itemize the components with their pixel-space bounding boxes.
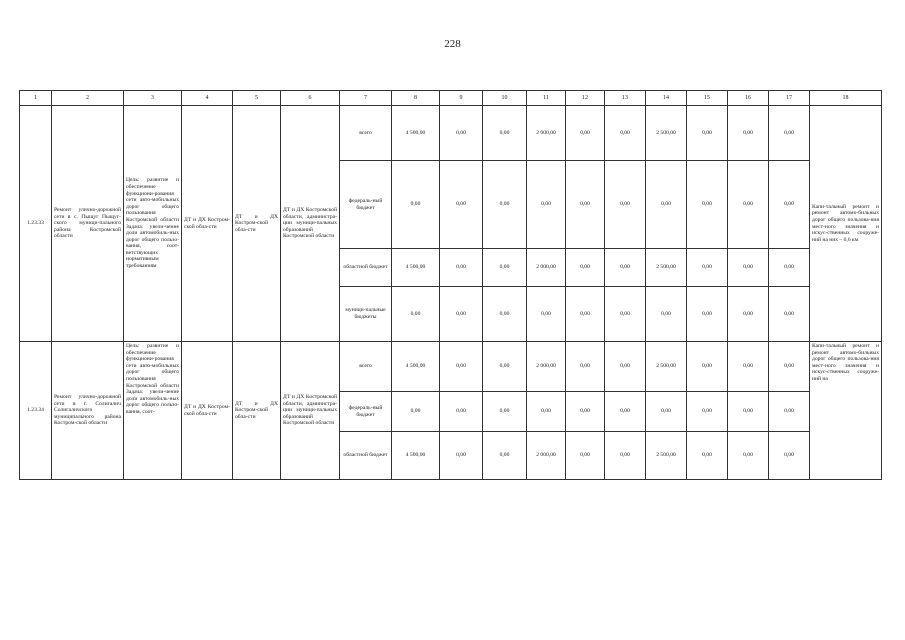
header-cell: 7 <box>340 91 392 106</box>
activity-name: Ремонт улично-дорожной сети в с. Пыщуг Пыщуг-ского муници-пального района Костромской области <box>52 106 124 342</box>
budget-value: 0,00 <box>566 249 605 287</box>
budget-value: 0,00 <box>728 287 769 342</box>
budget-value: 0,00 <box>687 249 728 287</box>
budget-value: 0,00 <box>605 432 646 480</box>
budget-value: 0,00 <box>440 392 483 432</box>
header-cell: 13 <box>605 91 646 106</box>
budget-value: 2 500,00 <box>646 249 687 287</box>
budget-source-label: всего <box>340 106 392 161</box>
budget-value: 0,00 <box>769 392 810 432</box>
budget-value: 0,00 <box>440 287 483 342</box>
budget-value: 0,00 <box>728 249 769 287</box>
budget-value: 0,00 <box>392 287 440 342</box>
row-id: 1.23.34 <box>20 342 52 480</box>
budget-value: 0,00 <box>440 342 483 392</box>
header-cell: 17 <box>769 91 810 106</box>
budget-value: 0,00 <box>728 432 769 480</box>
header-cell: 18 <box>810 91 882 106</box>
row-id: 1.23.33 <box>20 106 52 342</box>
budget-value: 0,00 <box>483 106 527 161</box>
participants: ДТ и ДХ Костромской области, администра-ции муници-пальных образований Костромской области <box>281 106 340 342</box>
budget-value: 0,00 <box>605 161 646 249</box>
budget-value: 0,00 <box>566 106 605 161</box>
budget-value: 0,00 <box>605 392 646 432</box>
budget-source-label: областной бюджет <box>340 249 392 287</box>
budget-value: 2 000,00 <box>527 432 566 480</box>
budget-value: 0,00 <box>483 392 527 432</box>
expected-result: Капи-тальный ремонт и ремонт автомо-бильных дорог общего пользова-ния мест-ного значения и искус-ственных сооруже-ний на <box>810 342 882 480</box>
budget-value: 0,00 <box>769 342 810 392</box>
coexecutor: ДТ и ДХ Костром-ской обла-сти <box>233 342 281 480</box>
budget-value: 0,00 <box>646 287 687 342</box>
budget-value: 2 500,00 <box>646 106 687 161</box>
budget-source-label: муници-пальные бюджеты <box>340 287 392 342</box>
budget-value: 0,00 <box>527 392 566 432</box>
table-row <box>20 342 882 392</box>
budget-value: 0,00 <box>728 392 769 432</box>
budget-value: 0,00 <box>687 392 728 432</box>
budget-value: 0,00 <box>566 432 605 480</box>
goal-task: Цель: развитие и обеспечение функциони-рования сети авто-мобильных дорог общего пользования Костромской области Задача: увели-чение доли автомобиль-ных дорог общего пользо-вания, соот-ветствующих нормативным требованиям <box>124 106 182 342</box>
budget-value: 4 500,00 <box>392 342 440 392</box>
responsible-executor: ДТ и ДХ Костром-ской обла-сти <box>182 342 233 480</box>
header-cell: 6 <box>281 91 340 106</box>
budget-value: 0,00 <box>483 432 527 480</box>
budget-value: 0,00 <box>769 249 810 287</box>
header-cell: 15 <box>687 91 728 106</box>
budget-value: 0,00 <box>687 161 728 249</box>
budget-value: 4 500,00 <box>392 432 440 480</box>
header-cell: 1 <box>20 91 52 106</box>
budget-source-label: всего <box>340 342 392 392</box>
header-cell: 2 <box>52 91 124 106</box>
budget-value: 0,00 <box>605 342 646 392</box>
budget-value: 0,00 <box>687 287 728 342</box>
budget-value: 0,00 <box>605 106 646 161</box>
coexecutor: ДТ и ДХ Костром-ской обла-сти <box>233 106 281 342</box>
budget-source-label: областной бюджет <box>340 432 392 480</box>
budget-value: 0,00 <box>483 287 527 342</box>
responsible-executor: ДТ и ДХ Костром-ской обла-сти <box>182 106 233 342</box>
budget-value: 0,00 <box>440 161 483 249</box>
header-cell: 14 <box>646 91 687 106</box>
page-number: 228 <box>444 38 461 50</box>
budget-value: 2 000,00 <box>527 106 566 161</box>
program-table <box>19 90 882 480</box>
header-row <box>20 91 882 106</box>
budget-value: 0,00 <box>392 392 440 432</box>
header-cell: 8 <box>392 91 440 106</box>
header-cell: 16 <box>728 91 769 106</box>
budget-value: 0,00 <box>769 287 810 342</box>
header-cell: 9 <box>440 91 483 106</box>
budget-value: 0,00 <box>769 432 810 480</box>
budget-value: 4 500,00 <box>392 106 440 161</box>
budget-value: 2 500,00 <box>646 342 687 392</box>
budget-value: 0,00 <box>566 161 605 249</box>
budget-value: 2 500,00 <box>646 432 687 480</box>
activity-name: Ремонт улично-дорожной сети в г. Солигалич Солигаличского муниципального района Костром-ской области <box>52 342 124 480</box>
budget-value: 0,00 <box>769 106 810 161</box>
budget-value: 0,00 <box>687 106 728 161</box>
budget-value: 0,00 <box>566 287 605 342</box>
budget-value: 0,00 <box>687 342 728 392</box>
budget-value: 0,00 <box>728 161 769 249</box>
goal-task: Цель: развитие и обеспечение функциони-рования сети авто-мобильных дорог общего пользования Костромской области Задача: увели-чение доли автомобиль-ных дорог общего пользо-вания, соот- <box>124 342 182 480</box>
budget-value: 2 000,00 <box>527 342 566 392</box>
budget-source-label: федераль-ный бюджет <box>340 392 392 432</box>
budget-value: 0,00 <box>527 161 566 249</box>
budget-value: 0,00 <box>527 287 566 342</box>
budget-value: 0,00 <box>566 342 605 392</box>
budget-value: 4 500,00 <box>392 249 440 287</box>
budget-source-label: федераль-ный бюджет <box>340 161 392 249</box>
budget-value: 0,00 <box>483 161 527 249</box>
budget-value: 0,00 <box>392 161 440 249</box>
budget-value: 0,00 <box>483 249 527 287</box>
budget-value: 0,00 <box>605 287 646 342</box>
budget-value: 0,00 <box>769 161 810 249</box>
budget-value: 0,00 <box>566 392 605 432</box>
participants: ДТ и ДХ Костромской области, администра-ции муници-пальных образований Костромской области <box>281 342 340 480</box>
table-row <box>20 106 882 161</box>
expected-result: Капи-тальный ремонт и ремонт автомо-бильных дорог общего пользова-ния мест-ного значения и искус-ственных сооруже-ний на них – 0,6 км <box>810 106 882 342</box>
budget-value: 0,00 <box>440 249 483 287</box>
header-cell: 10 <box>483 91 527 106</box>
budget-value: 0,00 <box>483 342 527 392</box>
header-cell: 12 <box>566 91 605 106</box>
budget-value: 0,00 <box>605 249 646 287</box>
budget-value: 2 000,00 <box>527 249 566 287</box>
budget-value: 0,00 <box>440 432 483 480</box>
budget-value: 0,00 <box>646 392 687 432</box>
budget-value: 0,00 <box>646 161 687 249</box>
header-cell: 5 <box>233 91 281 106</box>
budget-value: 0,00 <box>728 342 769 392</box>
header-cell: 3 <box>124 91 182 106</box>
header-cell: 11 <box>527 91 566 106</box>
budget-value: 0,00 <box>728 106 769 161</box>
budget-value: 0,00 <box>687 432 728 480</box>
budget-value: 0,00 <box>440 106 483 161</box>
header-cell: 4 <box>182 91 233 106</box>
